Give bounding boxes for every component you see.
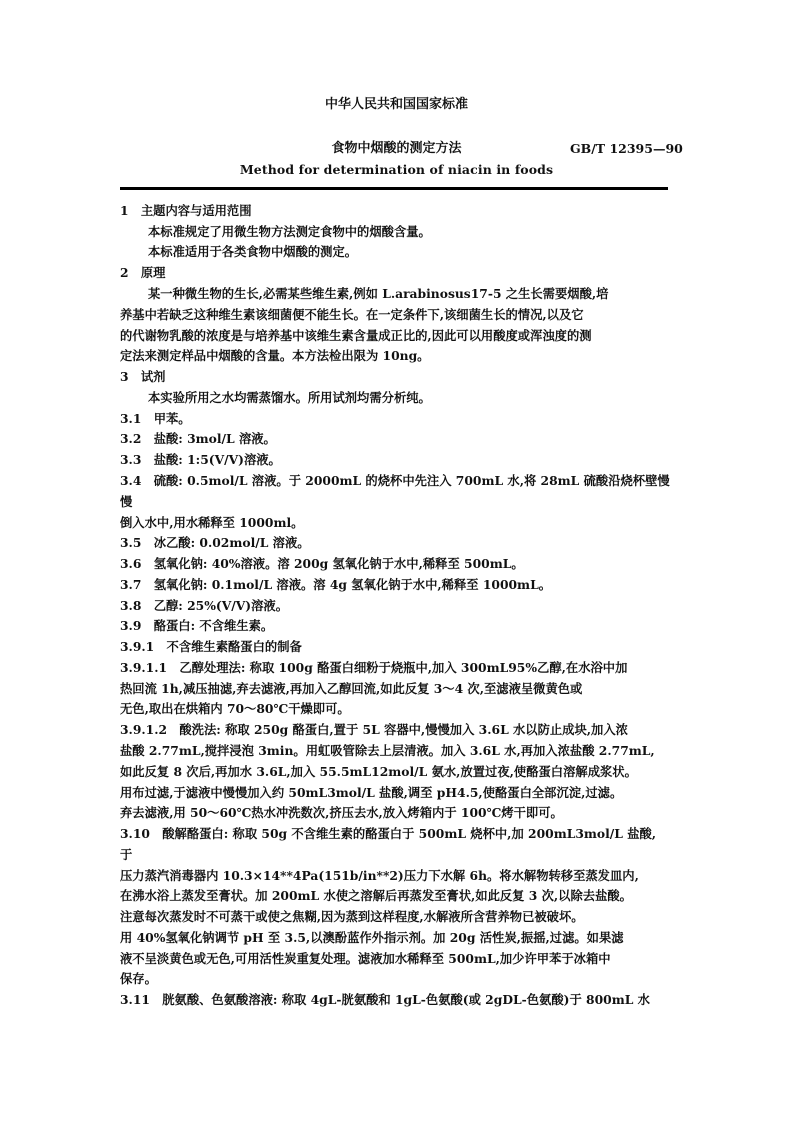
paragraph-line: 本标准适用于各类食物中烟酸的测定。: [148, 244, 358, 259]
clause-line: 3.1 甲苯。: [120, 411, 191, 426]
clause-line: 热回流 1h,减压抽滤,弃去滤液,再加入乙醇回流,如此反复 3～4 次,至滤液呈微黄色或: [120, 681, 583, 696]
clause-line: 3.11 胱氨酸、色氨酸溶液: 称取 4gL-胱氨酸和 1gL-色氨酸(或 2gDL-色氨酸)于 800mL 水: [120, 992, 650, 1007]
clause-line: 倒入水中,用水稀释至 1000ml。: [120, 515, 304, 530]
clause-line: 3.10 酸解酪蛋白: 称取 50g 不含维生素的酪蛋白于 500mL 烧杯中,加 200mL3mol/L 盐酸,: [120, 826, 657, 841]
clause-line: 保存。: [120, 971, 157, 986]
clause-line: 液不呈淡黄色或无色,可用活性炭重复处理。滤液加水稀释至 500mL,加少许甲苯于冰箱中: [120, 951, 611, 966]
clause-line: 3.9 酪蛋白: 不含维生素。: [120, 618, 274, 633]
paragraph-line: 本标准规定了用微生物方法测定食物中的烟酸含量。: [148, 224, 431, 239]
section-2-heading: 2 原理: [120, 265, 166, 280]
clause-line: 压力蒸汽消毒器内 10.3×14**4Pa(151b/in**2)压力下水解 6h。将水解物转移至蒸发皿内,: [120, 868, 639, 883]
paragraph-line: 定法来测定样品中烟酸的含量。本方法检出限为 10ng。: [120, 348, 430, 363]
section-3-heading: 3 试剂: [120, 369, 166, 384]
clause-line: 3.9.1.2 酸洗法: 称取 250g 酪蛋白,置于 5L 容器中,慢慢加入 3.6L 水以防止成块,加入浓: [120, 722, 628, 737]
clause-line: 注意每次蒸发时不可蒸干或使之焦糊,因为蒸到这样程度,水解液所含营养物已被破坏。: [120, 909, 584, 924]
clause-line: 3.4 硫酸: 0.5mol/L 溶液。于 2000mL 的烧杯中先注入 700mL 水,将 28mL 硫酸沿烧杯壁慢: [120, 473, 670, 488]
clause-line: 3.9.1.1 乙醇处理法: 称取 100g 酪蛋白细粉于烧瓶中,加入 300mL95%乙醇,在水浴中加: [120, 660, 628, 675]
clause-line: 弃去滤液,用 50～60℃热水冲洗数次,挤压去水,放入烤箱内于 100℃烤干即可。: [120, 805, 563, 820]
clause-line: 用 40%氢氧化钠调节 pH 至 3.5,以澳酚蓝作外指示剂。加 20g 活性炭,振摇,过滤。如果滤: [120, 930, 624, 945]
paragraph-line: 某一种微生物的生长,必需某些维生素,例如 L.arabinosus17-5 之生长需要烟酸,培: [148, 286, 609, 301]
paragraph-line: 养基中若缺乏这种维生素该细菌便不能生长。在一定条件下,该细菌生长的情况,以及它: [120, 307, 584, 322]
document-title-cn: 食物中烟酸的测定方法: [331, 141, 462, 156]
clause-line: 3.7 氢氧化钠: 0.1mol/L 溶液。溶 4g 氢氧化钠于水中,稀释至 1000mL。: [120, 577, 552, 592]
standard-heading: 中华人民共和国国家标准: [324, 97, 468, 112]
clause-line: 慢: [120, 494, 133, 509]
clause-line: 盐酸 2.77mL,搅拌浸泡 3min。用虹吸管除去上层清液。加入 3.6L 水,再加入浓盐酸 2.77mL,: [120, 743, 655, 758]
clause-line: 用布过滤,于滤液中慢慢加入约 50mL3mol/L 盐酸,调至 pH4.5,使酪蛋白全部沉淀,过滤。: [120, 785, 623, 800]
clause-line: 3.6 氢氧化钠: 40%溶液。溶 200g 氢氧化钠于水中,稀释至 500mL。: [120, 556, 524, 571]
clause-line: 无色,取出在烘箱内 70～80℃干燥即可。: [120, 701, 350, 716]
paragraph-line: 本实验所用之水均需蒸馏水。所用试剂均需分析纯。: [148, 390, 431, 405]
clause-line: 3.9.1 不含维生素酪蛋白的制备: [120, 639, 302, 654]
clause-line: 3.2 盐酸: 3mol/L 溶液。: [120, 431, 276, 446]
header-rule: [120, 187, 668, 190]
clause-line: 于: [120, 847, 133, 862]
section-1-heading: 1 主题内容与适用范围: [120, 203, 252, 218]
clause-line: 3.5 冰乙酸: 0.02mol/L 溶液。: [120, 535, 310, 550]
clause-line: 如此反复 8 次后,再加水 3.6L,加入 55.5mL12mol/L 氨水,放置过夜,使酪蛋白溶解成浆状。: [120, 764, 637, 779]
paragraph-line: 的代谢物乳酸的浓度是与培养基中该维生素含量成正比的,因此可以用酸度或浑浊度的测: [120, 328, 592, 343]
clause-line: 3.3 盐酸: 1:5(V/V)溶液。: [120, 452, 281, 467]
document-title-en: Method for determination of niacin in foods: [239, 162, 554, 177]
clause-line: 3.8 乙醇: 25%(V/V)溶液。: [120, 598, 289, 613]
clause-line: 在沸水浴上蒸发至膏状。加 200mL 水使之溶解后再蒸发至膏状,如此反复 3 次,以除去盐酸。: [120, 888, 632, 903]
standard-code: GB/T 12395—90: [570, 141, 683, 156]
